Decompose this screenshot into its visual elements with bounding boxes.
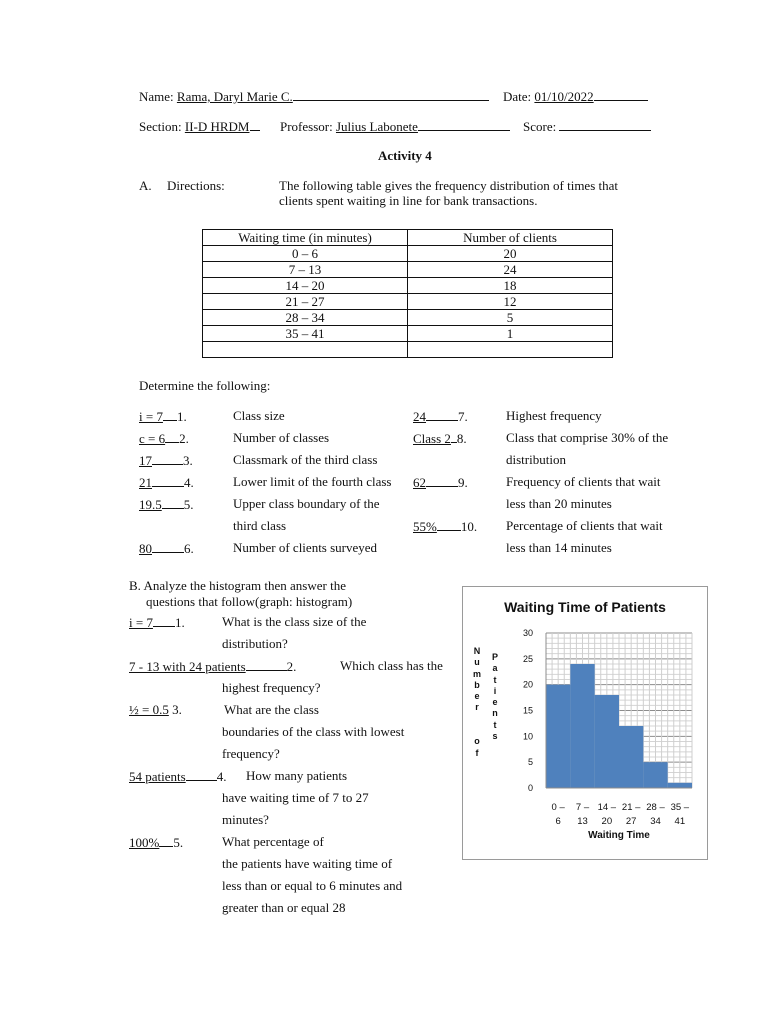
- x-tick-label: 14 –: [597, 802, 617, 813]
- section-label: Section:: [139, 119, 182, 134]
- table-cell: 28 – 34: [203, 310, 408, 326]
- answer-a2: c = 6 2.: [139, 431, 189, 446]
- answer-a10: 55% 10.: [413, 519, 478, 534]
- table-cell: 1: [408, 326, 613, 342]
- question-a1: Class size: [233, 408, 285, 423]
- y-tick-label: 25: [522, 653, 533, 664]
- x-tick-label: 28 –: [646, 802, 665, 813]
- answer-a3: 17 3.: [139, 453, 193, 468]
- name-underline: [293, 88, 489, 101]
- table-cell: [408, 342, 613, 358]
- answer-b1: i = 7 1.: [129, 615, 185, 630]
- question-a5-line1: Upper class boundary of the: [233, 496, 380, 511]
- question-a6: Number of clients surveyed: [233, 540, 378, 555]
- question-b5-line3: less than or equal to 6 minutes and: [222, 878, 403, 893]
- y-tick-label: 0: [527, 783, 533, 793]
- answer-b4: 54 patients 4.: [129, 769, 227, 784]
- name-value: Rama, Daryl Marie C.: [176, 89, 293, 104]
- y-label-letter: o: [474, 736, 480, 747]
- y-label-letter: f: [475, 747, 479, 758]
- y-tick-label: 30: [522, 628, 533, 638]
- answer-b5: 100% 5.: [129, 835, 184, 850]
- question-b2-line1: Which class has the: [340, 658, 443, 673]
- question-b3-line2: boundaries of the class with lowest: [222, 724, 405, 739]
- answer-a4: 21 4.: [139, 475, 194, 490]
- professor-label: Professor:: [280, 119, 333, 134]
- table-cell: 21 – 27: [203, 294, 408, 310]
- answer-a9: 62 9.: [413, 475, 468, 490]
- determine-label: Determine the following:: [139, 378, 271, 393]
- histogram-chart: [462, 586, 708, 860]
- answer-a6: 80 6.: [139, 541, 194, 556]
- y-label-letter: e: [474, 691, 480, 702]
- x-tick-label: 35 –: [670, 802, 690, 813]
- x-tick-label: 13: [577, 816, 588, 827]
- histogram-bar: [619, 726, 643, 788]
- date-underline: [594, 88, 648, 101]
- x-tick-label: 7 –: [575, 802, 590, 813]
- table-header: Number of clients: [408, 230, 613, 246]
- score-underline: [559, 118, 651, 131]
- answer-a8: Class 2 8.: [413, 431, 467, 446]
- y-tick-label: 5: [527, 757, 533, 768]
- table-cell: [203, 342, 408, 358]
- histogram-bar: [570, 664, 594, 788]
- table-cell: 0 – 6: [203, 246, 408, 262]
- directions-line-1: The following table gives the frequency distribution of times that: [279, 178, 619, 193]
- name-label: Name:: [139, 89, 174, 104]
- date-value: 01/10/2022: [534, 89, 594, 104]
- y-label-letter: e: [492, 697, 498, 708]
- chart-title: Waiting Time of Patients: [504, 599, 666, 615]
- y-label-letter: P: [491, 652, 498, 662]
- x-tick-label: 27: [625, 816, 637, 827]
- section-value: II-D HRDM: [184, 119, 250, 134]
- table-cell: 24: [408, 262, 613, 278]
- question-a9-line1: Frequency of clients that wait: [506, 474, 661, 489]
- page-title: Activity 4: [378, 148, 432, 163]
- question-b3-line3: frequency?: [222, 746, 280, 761]
- question-a3: Classmark of the third class: [233, 452, 378, 467]
- question-a5-line2: third class: [233, 518, 287, 533]
- question-a8-line1: Class that comprise 30% of the: [506, 430, 669, 445]
- y-label-letter: m: [472, 668, 481, 679]
- x-tick-label: 21 –: [621, 802, 641, 813]
- table-header: Waiting time (in minutes): [203, 230, 408, 246]
- table-header-row: [203, 230, 613, 246]
- y-label-letter: b: [474, 679, 480, 690]
- directions-line-2: clients spent waiting in line for bank transactions.: [279, 193, 538, 208]
- score-label: Score:: [523, 119, 557, 134]
- table-row: [203, 310, 613, 326]
- y-label-letter: u: [474, 657, 480, 668]
- score-line: [523, 118, 651, 135]
- table-cell: 14 – 20: [203, 278, 408, 294]
- section-underline: [250, 118, 260, 131]
- table-cell: 7 – 13: [203, 262, 408, 278]
- y-label-letter: n: [492, 708, 498, 719]
- x-tick-label: 6: [555, 816, 561, 827]
- question-a4: Lower limit of the fourth class: [233, 474, 392, 489]
- histogram-bar: [546, 685, 570, 788]
- y-tick-label: 15: [522, 705, 533, 716]
- question-a10-line2: less than 14 minutes: [506, 540, 612, 555]
- table-row: [203, 246, 613, 262]
- x-axis-title: Waiting Time: [588, 830, 650, 841]
- question-b5-line2: the patients have waiting time of: [222, 856, 393, 871]
- y-label-letter: t: [493, 674, 497, 685]
- date-label: Date:: [503, 89, 532, 104]
- y-label-letter: s: [492, 731, 498, 742]
- table-row: [203, 278, 613, 294]
- part-b-heading-1: B. Analyze the histogram then answer the: [129, 578, 346, 593]
- section-line: [139, 118, 260, 135]
- part-b-heading-2: questions that follow(graph: histogram): [146, 594, 353, 609]
- professor-value: Julius Labonete: [335, 119, 418, 134]
- question-b4-line3: minutes?: [222, 812, 269, 827]
- question-b3-line1: What are the class: [224, 702, 319, 717]
- table-cell: 18: [408, 278, 613, 294]
- question-b5-line1: What percentage of: [222, 834, 324, 849]
- table-cell: 20: [408, 246, 613, 262]
- question-b2-line2: highest frequency?: [222, 680, 321, 695]
- question-a9-line2: less than 20 minutes: [506, 496, 612, 511]
- table-row: [203, 342, 613, 358]
- answer-a7: 24 7.: [413, 409, 468, 424]
- x-tick-label: 34: [650, 816, 661, 827]
- question-a8-line2: distribution: [506, 452, 566, 467]
- table-cell: 5: [408, 310, 613, 326]
- answer-b3: ½ = 0.5 3.: [129, 702, 182, 717]
- y-label-letter: r: [475, 702, 479, 713]
- answer-b2: 7 - 13 with 24 patients 2.: [129, 659, 297, 674]
- x-tick-label: 20: [601, 816, 613, 827]
- professor-line: [280, 118, 510, 135]
- table-row: [203, 294, 613, 310]
- part-a-letter: A.: [139, 178, 152, 193]
- question-b4-line2: have waiting time of 7 to 27: [222, 790, 369, 805]
- y-label-letter: i: [493, 685, 497, 696]
- question-b5-line4: greater than or equal 28: [222, 900, 346, 915]
- y-tick-label: 10: [522, 731, 533, 742]
- y-label-letter: a: [492, 663, 498, 674]
- y-label-letter: t: [493, 719, 497, 730]
- question-a7: Highest frequency: [506, 408, 602, 423]
- histogram-bar: [643, 762, 667, 788]
- question-b1-line1: What is the class size of the: [222, 614, 367, 629]
- y-label-letter: N: [473, 646, 481, 656]
- question-a2: Number of classes: [233, 430, 330, 445]
- date-line: [503, 88, 648, 105]
- x-tick-label: 0 –: [551, 802, 565, 813]
- table-row: [203, 326, 613, 342]
- x-tick-label: 41: [674, 816, 686, 827]
- chart-plot: [463, 587, 707, 859]
- y-tick-label: 20: [522, 679, 533, 690]
- answer-a5: 19.5 5.: [139, 497, 194, 512]
- histogram-bar: [595, 695, 619, 788]
- professor-underline: [418, 118, 510, 131]
- table-row: [203, 262, 613, 278]
- directions-label: Directions:: [167, 178, 225, 193]
- question-a10-line1: Percentage of clients that wait: [506, 518, 663, 533]
- frequency-table: [202, 229, 613, 358]
- table-cell: 35 – 41: [203, 326, 408, 342]
- table-cell: 12: [408, 294, 613, 310]
- histogram-bar: [668, 783, 692, 788]
- answer-a1: i = 7 1.: [139, 409, 187, 424]
- name-line: [139, 88, 489, 105]
- question-b4-line1: How many patients: [246, 768, 348, 783]
- question-b1-line2: distribution?: [222, 636, 288, 651]
